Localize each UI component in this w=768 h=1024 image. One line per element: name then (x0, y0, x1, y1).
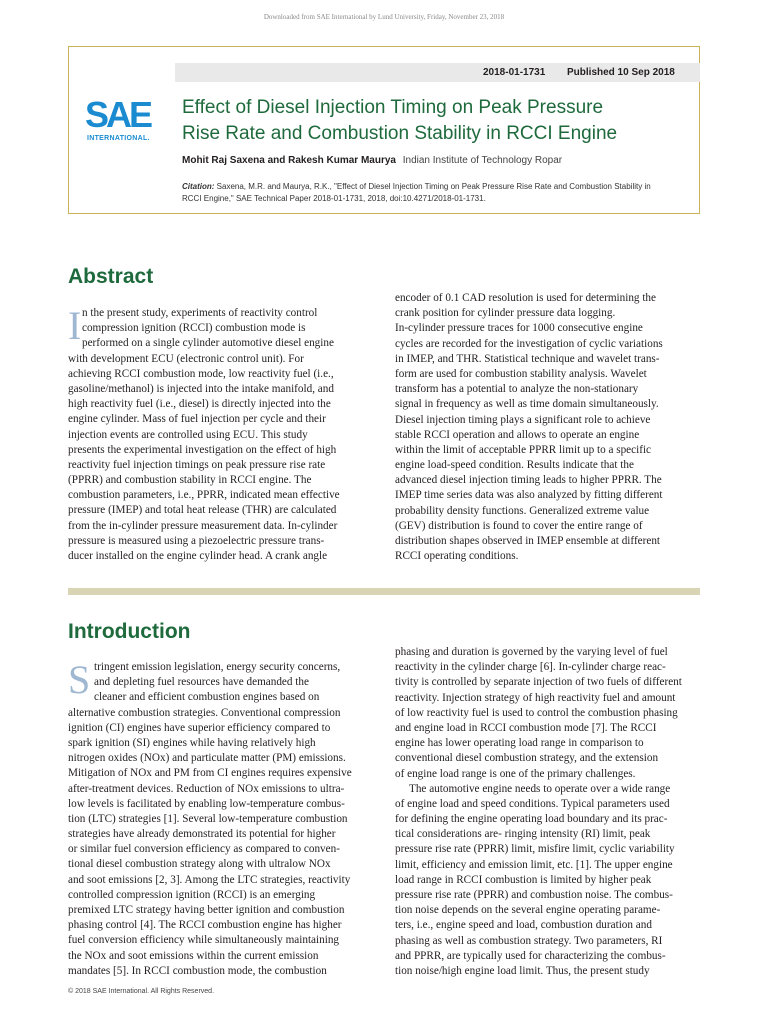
text-line: pressure is measured using a piezoelectric pressure trans- (68, 534, 325, 547)
citation-text: Saxena, M.R. and Maurya, R.K., "Effect of Diesel Injection Timing on Peak Pressure Rise Rate and Combustion Stability in (216, 182, 651, 191)
text-line: gasoline/methanol) is injected into the intake manifold, and (68, 382, 334, 395)
text-line: In-cylinder pressure traces for 1000 consecutive engine (395, 322, 643, 335)
introduction-right-column (395, 645, 701, 979)
text-line: form are used for combustion stability analysis. Wavelet (395, 367, 647, 380)
title-line: Rise Rate and Combustion Stability in RCCI Engine (182, 123, 618, 144)
text-line: encoder of 0.1 CAD resolution is used for determining the (395, 292, 656, 304)
paper-title (182, 95, 697, 147)
text-line: combustion parameters, i.e., PPRR, indicated mean effective (68, 489, 340, 502)
text-line: and engine load in RCCI combustion mode [7]. The RCCI (395, 721, 657, 734)
text-line: (PPRR) and combustion stability in RCCI engine. The (68, 474, 312, 487)
text-line: The automotive engine needs to operate over a wide range (409, 782, 671, 795)
paper-header (68, 46, 700, 214)
text-line: crank position for cylinder pressure data logging. (395, 307, 616, 320)
text-line: engine cylinder. Mass of fuel injection per cycle and their (68, 413, 326, 426)
download-note: Downloaded from SAE International by Lund University, Friday, November 23, 2018 (263, 13, 505, 21)
text-line: cycles are recorded for the investigation of cyclic variations (395, 337, 663, 350)
abstract-right-column (395, 291, 701, 564)
text-line: of engine load range is one of the primary challenges. (395, 767, 636, 780)
copyright-notice: © 2018 SAE International. All Rights Reserved. (68, 988, 215, 995)
text-line: high reactivity fuel (i.e., diesel) is directly injected into the (68, 398, 331, 411)
section-divider (68, 588, 700, 595)
text-line: injection events are controlled using ECU. This study (68, 428, 308, 441)
text-line: presents the experimental investigation on the effect of high (68, 443, 337, 456)
text-line: and soot emissions [2, 3]. Among the LTC strategies, reactivity (68, 873, 351, 886)
text-line: fuel conversion efficiency while simultaneously maintaining (68, 934, 340, 947)
text-line: controlled compression ignition (RCCI) is an emerging (68, 888, 316, 901)
text-line: tion noise depends on the several engine operating parame- (395, 904, 661, 917)
text-line: probability density functions. Generalized extreme value (395, 504, 650, 517)
text-line: phasing and duration is governed by the varying level of fuel (395, 646, 668, 658)
abstract-left-column (68, 303, 374, 564)
text-line: of low reactivity fuel is used to control the combustion phasing (395, 706, 678, 719)
citation-line: RCCI Engine," SAE Technical Paper 2018-01-1731, 2018, doi:10.4271/2018-01-1731. (182, 194, 486, 203)
text-line: load range in RCCI combustion is limited by higher peak (395, 873, 652, 886)
authors: Mohit Raj Saxena and Rakesh Kumar Maurya (182, 155, 396, 166)
text-line: reactivity fuel injection timings on peak pressure rise rate (68, 458, 326, 471)
text-line: stable RCCI operation and allows to operate an engine (395, 428, 640, 441)
logo-subtext: INTERNATIONAL. (87, 135, 150, 142)
text-line: phasing control [4]. The RCCI combustion engine has higher (68, 919, 342, 932)
citation-line (182, 181, 692, 193)
introduction-left-column (68, 657, 374, 979)
text-line: the NOx and soot emissions within the current emission (68, 949, 319, 962)
text-line: conventional diesel combustion strategy, and the extension (395, 752, 659, 765)
text-line: advanced diesel injection timing leads to higher PPRR. The (395, 474, 662, 487)
text-line: or similar fuel conversion efficiency as compared to conven- (68, 843, 340, 856)
text-line: pressure (IMEP) and total heat release (THR) are calculated (68, 504, 337, 517)
text-line: within the limit of acceptable PPRR limit up to a specific (395, 443, 652, 456)
text-line: strategies have already demonstrated its potential for higher (68, 828, 336, 841)
text-line: reactivity. Injection strategy of high reactivity fuel and amount (395, 691, 676, 704)
text-line: engine has lower operating load range in comparison to (395, 737, 644, 750)
text-line: nitrogen oxides (NOx) and particulate matter (PM) emissions. (68, 752, 346, 765)
citation (182, 181, 692, 205)
text-line: alternative combustion strategies. Conventional compression (68, 706, 341, 719)
sae-logo (85, 94, 155, 149)
affiliation: Indian Institute of Technology Ropar (402, 155, 563, 166)
text-line: Mitigation of NOx and PM from CI engines requires expensive (68, 767, 352, 780)
text-line: tical considerations are- ringing intensity (RI) limit, peak (395, 828, 651, 841)
text-line: IMEP time series data was also analyzed by fitting different (395, 489, 663, 502)
text-line: pressure rise rate (PPRR) limit, misfire limit, cyclic variability (395, 843, 675, 856)
text-line: tion noise/high engine load limit. Thus, the present study (395, 964, 650, 977)
text-line: for defining the engine operating load boundary and its prac- (395, 813, 668, 826)
text-line: achieving RCCI combustion mode, low reactivity fuel (i.e., (68, 367, 334, 380)
text-line: reactivity in the cylinder charge [6]. In-cylinder charge reac- (395, 661, 666, 674)
text-line: ters, i.e., engine speed and load, combustion duration and (395, 919, 652, 932)
text-line: tringent emission legislation, energy security concerns, (94, 661, 341, 673)
text-line: distribution shapes observed in IMEP ensemble at different (395, 535, 661, 547)
author-line (182, 155, 692, 166)
text-line: mandates [5]. In RCCI combustion mode, the combustion (68, 964, 327, 977)
paper-number: 2018-01-1731 (483, 67, 546, 78)
text-line: compression ignition (RCCI) combustion mode is (82, 322, 306, 335)
logo-letters: SAE (85, 94, 151, 135)
text-line: pressure rise rate (PPRR) and combustion noise. The combus- (395, 889, 673, 901)
text-line: phasing as well as combustion strategy. Two parameters, RI (395, 934, 663, 947)
text-line: of engine load and speed conditions. Typical parameters used (395, 797, 670, 810)
text-line: tional diesel combustion strategy along with ultralow NOx (68, 858, 331, 871)
publication-strip (175, 63, 700, 82)
text-line: after-treatment devices. Reduction of NOx emissions to ultra- (68, 782, 345, 795)
text-line: and depleting fuel resources have demanded the (94, 676, 309, 689)
text-line: (GEV) distribution is found to cover the entire range of (395, 519, 643, 532)
text-line: Diesel injection timing plays a significant role to achieve (395, 413, 651, 426)
text-line: ducer installed on the engine cylinder head. A crank angle (68, 550, 328, 562)
text-line: n the present study, experiments of reactivity control (82, 307, 318, 319)
text-line: transform has a potential to analyze the non-stationary (395, 383, 639, 396)
text-line: tivity is controlled by separate injection of two fuels of different (395, 676, 682, 689)
text-line: signal in frequency as well as time domain simultaneously. (395, 398, 659, 411)
text-line: spark ignition (SI) engines while having relatively high (68, 736, 316, 749)
text-line: performed on a single cylinder automotive diesel engine (82, 337, 334, 350)
citation-label: Citation: (182, 182, 215, 191)
text-line: RCCI operating conditions. (395, 550, 519, 563)
introduction-heading: Introduction (68, 620, 191, 643)
text-line: limit, efficiency and emission limit, etc. [1]. The upper engine (395, 858, 673, 871)
text-line: ignition (CI) engines have superior efficiency compared to (68, 721, 331, 734)
text-line: in IMEP, and THR. Statistical technique and wavelet trans- (395, 352, 660, 365)
text-line: low levels is facilitated by enabling low-temperature combus- (68, 797, 345, 810)
text-line: and PPRR, are typically used for characterizing the combus- (395, 949, 666, 962)
abstract-heading: Abstract (68, 265, 154, 288)
title-line: Effect of Diesel Injection Timing on Peak Pressure (182, 97, 604, 118)
text-line: from the in-cylinder pressure measurement data. In-cylinder (68, 519, 338, 532)
text-line: premixed LTC strategy having better ignition and combustion (68, 904, 345, 916)
published-date: Published 10 Sep 2018 (567, 67, 675, 78)
introduction-dropcap: S (68, 657, 91, 702)
text-line: engine load-speed condition. Results indicate that the (395, 459, 634, 472)
text-line: with development ECU (electronic control unit). For (68, 352, 304, 365)
text-line: cleaner and efficient combustion engines based on (94, 691, 320, 704)
abstract-dropcap: I (68, 303, 82, 348)
text-line: tion (LTC) strategies [1]. Several low-temperature combustion (68, 812, 348, 825)
